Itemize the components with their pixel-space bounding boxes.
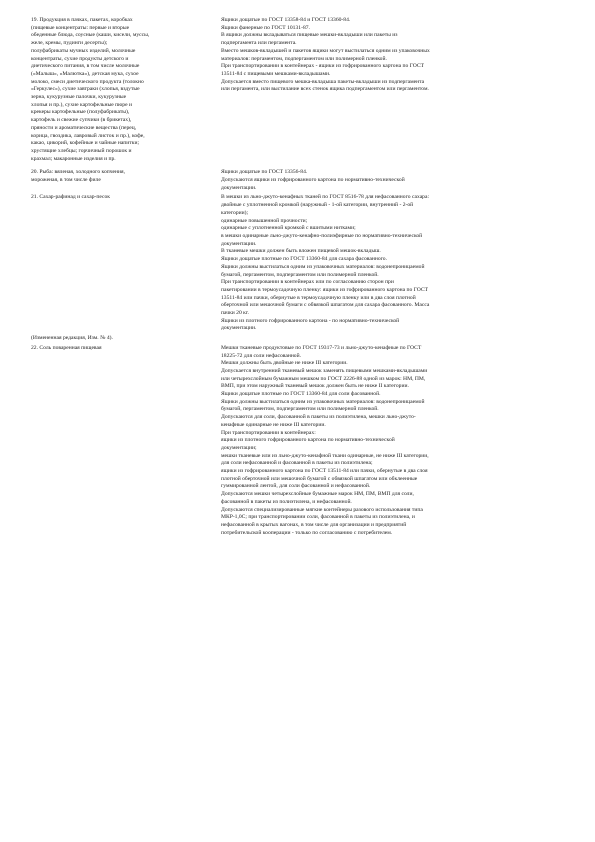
packaging-line: ящики из плотного гофрированного картона по нормативно-технической [221,437,395,444]
packaging-line: для соли нефасованной и фасованной в пакеты из полиэтилена; [221,460,373,467]
table-row [31,169,561,192]
packaging-line: В ящики должны вкладываться пищевые мешки-вкладыши или пакеты из [221,32,398,39]
packaging-line: В мешки из льно-джуто-кенафных тканей по ГОСТ 8516-78 для нефасованного сахара: [221,194,430,201]
packaging-line: Допускается вместо пищевого мешка-вкладыша пакеты-вкладыши из подпергамента [221,78,425,85]
product-line: обеденные блюда, соусные (каши, кисели, муссы, [31,32,150,39]
product-line: 20. Рыба: вяленая, холодного копчения, [31,169,126,176]
packaging-line: Мешки тканевые продуктовые по ГОСТ 19317-73 и льно-джуто-кенафные по ГОСТ [221,344,422,351]
amendment-note: (Измененная редакция, Изм. № 4). [31,335,113,342]
packaging-line: Ящики дощатые по ГОСТ 13358-84 и ГОСТ 13360-84. [221,17,351,23]
packaging-line: ВМП, при этом наружный тканевый мешок должен быть не ниже II категории. [221,383,409,390]
packaging-line: Ящики дощатые плотные по ГОСТ 13360-84 для сахара фасованного. [221,256,387,263]
packaging-line: бумагой, пергаментом, подпергаментом или полимерной пленкой. [221,271,379,278]
packaging-line: нефасованной в крытых вагонах, в том числе для организации и предприятий [221,522,407,528]
packaging-line: документации. [221,325,257,332]
packaging-line: мешки тканевые или из льно-джуто-кенафной ткани одинарные, не ниже III категории, [221,452,429,459]
packaging-line: категории); [221,209,249,216]
product-cell [31,169,221,184]
packaging-line: или пергамента, или выстилание всех стенок ящика подпергаментом или пергаментом. [221,86,429,93]
packaging-line: пачки 20 кг. [221,310,249,317]
packaging-cell [221,194,561,333]
table-row-22 [31,345,561,538]
product-line: «Геркулес»), сухие завтраки (хлопья, вздутые [31,86,140,93]
product-line: какао, цикорий, кофейные и чайные напитки; [31,140,140,147]
product-line: картофель и свежие супчики (в брикетах), [31,117,132,124]
packaging-line: или четырехслойным бумажным мешком по ГОСТ 2226-88 одной из марок: НМ, ПМ, [221,375,426,382]
product-line: диетического питания, в том числе молочные [31,63,140,70]
packaging-line: фасованной в пакеты из полиэтилена, и нефасованной. [221,498,352,505]
packaging-line: оберточной или мешочной бумаги с обвязкой шпагатом для сахара фасованного. Масса [221,302,430,309]
packaging-line: Допускаются специализированные мягкие контейнеры разового использования типа [221,506,423,513]
product-line: корица, гвоздика, лавровый листок и пр.), кофе, [31,132,145,139]
product-line: полуфабрикаты мучных изделий, молочные [31,47,136,54]
packaging-line: документации. [221,184,257,191]
packaging-line: Допускаются ящики из гофрированного картона по нормативно-технической [221,177,405,184]
table-row [31,194,561,333]
packaging-cell [221,169,561,192]
packaging-line: гуммированной лентой, для соли фасованной и нефасованной. [221,483,371,490]
product-line: («Малыш», «Малютка»), детская мука, сухое [31,70,139,77]
packaging-line: двойные с уплотненной кромкой (наружный - 1-ой категории, внутренний - 2-ой [221,202,414,209]
packaging-line: бумагой, пергаментом, подпергаментом или полимерной пленкой. [221,406,379,413]
packaging-line: материалов: пергаментом, подпергаментом или полимерной пленкой. [221,55,387,62]
packaging-line: потребительской кооперации - только по согласованию с потребителем. [221,529,393,536]
packaging-line: документации. [221,240,257,247]
packaging-line: Мешки должны быть двойные не ниже III категории. [221,360,348,367]
packaging-line: 18225-72 для соли нефасованной. [221,352,301,359]
packaging-cell [221,345,561,538]
packaging-line: Ящики дощатые плотные по ГОСТ 13360-84 для соли фасованной. [221,391,381,398]
packaging-line: пакетировании в термоусадочную пленку: ящики из гофрированного картона по ГОСТ [221,286,429,293]
product-line: хрустящие хлебцы; горчичный порошок и [31,147,132,154]
packaging-line: Допускается внутренний тканевый мешок заменять пищевыми мешками-вкладышами [221,367,428,374]
packaging-line: кенафные одинарные не ниже III категории. [221,421,326,428]
product-line: желе, кремы, пудинги десерты); [31,40,108,47]
packaging-line: Ящики дощатые по ГОСТ 13356-84. [221,169,308,176]
product-line: 21. Сахар-рафинад и сахар-песок [31,194,110,201]
packaging-line: Ящики фанерные по ГОСТ 10131-87. [221,24,310,31]
packaging-table [31,17,561,335]
product-line: концентраты, сухие продукты детского и [31,55,129,62]
packaging-line: При транспортировании в контейнерах или по согласованию сторон при [221,279,394,286]
product-line: крахмал; макаронные изделия и пр. [31,155,116,162]
packaging-line: Допускаются для соли, фасованной в пакеты из полиэтилена, мешки льно-джуто- [221,414,416,421]
packaging-line: При транспортировании в контейнерах - ящики из гофрированного картона по ГОСТ [221,63,425,70]
product-line: 19. Продукция в пачках, пакетах, коробках [31,17,133,23]
product-cell [31,194,221,202]
packaging-line: ящики из гофрированного картона по ГОСТ 13511-84 или пачки, обернутые в два слоя [221,468,428,475]
product-line: крекеры картофельные (полуфабрикаты), [31,109,130,116]
packaging-line: одинарные с уплотненной кромкой с вшитыми нитками; [221,225,356,232]
product-line: хлопья и пр.), сухие картофельные пюре и [31,101,132,108]
product-cell [31,17,221,163]
packaging-line: Ящики из плотного гофрированного картона - по нормативно-технической [221,317,400,324]
product-line: зерна, кукурузные палочки, кукурузные [31,94,127,101]
product-line: пряности и ароматические вещества (перец, [31,124,137,131]
product-line: 22. Соль поваренная пищевая [31,344,102,351]
product-line: (пищевые концентраты: первые и вторые [31,24,130,31]
packaging-cell [221,17,561,94]
product-line: молоко, смеси диетического продукта (толокно [31,78,144,85]
packaging-line: 13511-84 или пачки, обернутые в термоусадочную пленку или в два слоя плотной [221,294,416,301]
packaging-line: 13511-84 с пищевыми мешками-вкладышами. [221,70,331,77]
packaging-line: Допускаются мешки четырехслойные бумажные марок НМ, ПМ, ВМП для соли, [221,491,414,498]
packaging-line: в мешки одинарные льно-джуто-кенафно-полиэфирные по нормативно-технической [221,232,423,239]
packaging-line: плотной оберточной или мешочной бумагой с обвязкой шпагатом или обклеенные [221,475,418,482]
packaging-line: Ящики должны выстилаться одним из упаковочных материалов: водонепроницаемой [221,398,425,405]
product-line: мороженая, в том числе филе [31,177,101,184]
packaging-line: При транспортировании в контейнерах: [221,429,316,436]
table-row [31,17,561,163]
packaging-line: одинарные повышенной прочности; [221,217,308,224]
packaging-line: МКР-1,0С; при транспортировании соли, фасованной в пакеты из полиэтилена, и [221,514,415,521]
packaging-line: Ящики должны выстилаться одним из упаковочных материалов: водонепроницаемой [221,263,425,270]
packaging-line: подпергамента или пергамента. [221,40,297,47]
product-cell [31,345,221,353]
packaging-line: В тканевые мешки должен быть вложен пищевой мешок-вкладыш. [221,248,381,255]
packaging-line: документации; [221,444,257,451]
packaging-line: Вместо мешков-вкладышей и пакетов ящики могут выстилаться одним из упаковочных [221,47,430,54]
